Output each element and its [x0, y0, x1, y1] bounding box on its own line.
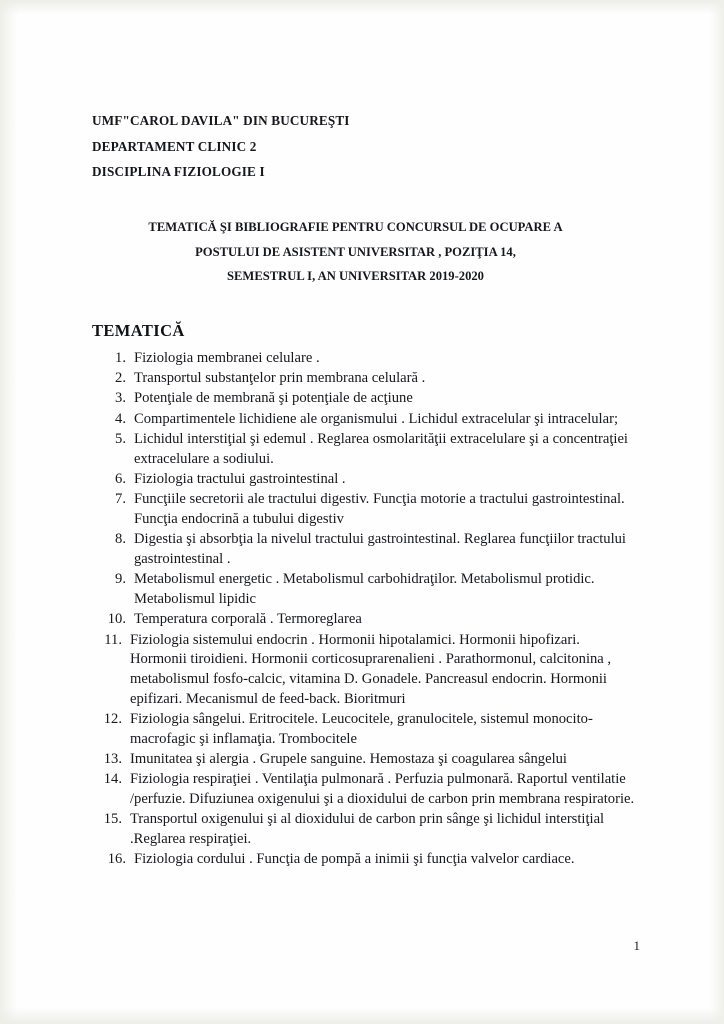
- page-edge-shadow-top: [0, 0, 724, 14]
- institution-line-1: UMF"CAROL DAVILA" DIN BUCUREŞTI: [92, 113, 350, 128]
- list-item: Fiziologia membranei celulare .: [134, 349, 320, 366]
- page-edge-shadow-bottom: [0, 1008, 724, 1024]
- list-item: Temperatura corporală . Termoreglarea: [134, 611, 362, 628]
- list-item: Fiziologia tractului gastrointestinal .: [134, 470, 346, 487]
- list-item: Lichidul interstiţial şi edemul . Reglarea osmolarităţii extracelulare şi a concentraţiei extracelulare a sodiului.: [134, 430, 628, 467]
- document-body: [92, 108, 637, 871]
- list-item: Transportul oxigenului şi al dioxidului de carbon prin sânge şi lichidul interstiţial .Reglarea respiraţiei.: [130, 811, 605, 848]
- page-number: 1: [633, 938, 640, 953]
- institution-line-2: DEPARTAMENT CLINIC 2: [92, 138, 257, 154]
- list-item: Transportul substanţelor prin membrana celulară .: [134, 370, 426, 387]
- page-edge-shadow-right: [710, 0, 724, 1024]
- list-item: Fiziologia respiraţiei . Ventilaţia pulmonară . Perfuzia pulmonară. Raportul ventilatie /perfuzie. Difuziunea oxigenului şi a dioxidului de carbon prin membrana respiratorie.: [130, 771, 635, 808]
- document-title: [92, 215, 637, 289]
- institution-header: [92, 108, 637, 185]
- topics-list: [92, 349, 637, 870]
- list-item: Metabolismul energetic . Metabolismul carbohidraţilor. Metabolismul protidic. Metabolismul lipidic: [134, 571, 595, 608]
- institution-line-3: DISCIPLINA FIZIOLOGIE I: [92, 164, 265, 180]
- list-item: Fiziologia sângelui. Eritrocitele. Leucocitele, granulocitele, sistemul monocito-macrofagic şi inflamaţia. Trombocitele: [130, 711, 593, 747]
- title-line-2: POSTULUI DE ASISTENT UNIVERSITAR , POZIŢIA 14,: [195, 244, 516, 259]
- list-item: Compartimentele lichidiene ale organismului . Lichidul extracelular şi intracelular;: [134, 410, 618, 427]
- list-item: Funcţiile secretorii ale tractului digestiv. Funcţia motorie a tractului gastrointestinal. Funcţia endocrină a tubului digestiv: [134, 491, 625, 527]
- list-item: Fiziologia sistemului endocrin . Hormonii hipotalamici. Hormonii hipofizari. Hormonii tiroidieni. Hormonii corticosuprarenalieni . Parathormonul, calcitonina , metabolismul fosfo-calcic, vitamina D. Gonadele. Pancreasul endocrin. Hormonii epifizari. Mecanismul de feed-back. Bioritmuri: [130, 631, 612, 707]
- list-item: Imunitatea şi alergia . Grupele sanguine. Hemostaza şi coagularea sângelui: [130, 751, 567, 768]
- section-heading-tematica: TEMATICĂ: [92, 320, 185, 340]
- list-item: Fiziologia cordului . Funcţia de pompă a inimii şi funcţia valvelor cardiace.: [134, 851, 575, 868]
- list-item: Digestia şi absorbţia la nivelul tractului gastrointestinal. Reglarea funcţiilor tractului gastrointestinal .: [134, 531, 626, 567]
- title-line-3: SEMESTRUL I, AN UNIVERSITAR 2019-2020: [227, 269, 484, 284]
- list-item: Potenţiale de membrană şi potenţiale de acţiune: [134, 390, 413, 407]
- title-line-1: TEMATICĂ ŞI BIBLIOGRAFIE PENTRU CONCURSUL DE OCUPARE A: [148, 220, 563, 235]
- page-edge-shadow-left: [0, 0, 18, 1024]
